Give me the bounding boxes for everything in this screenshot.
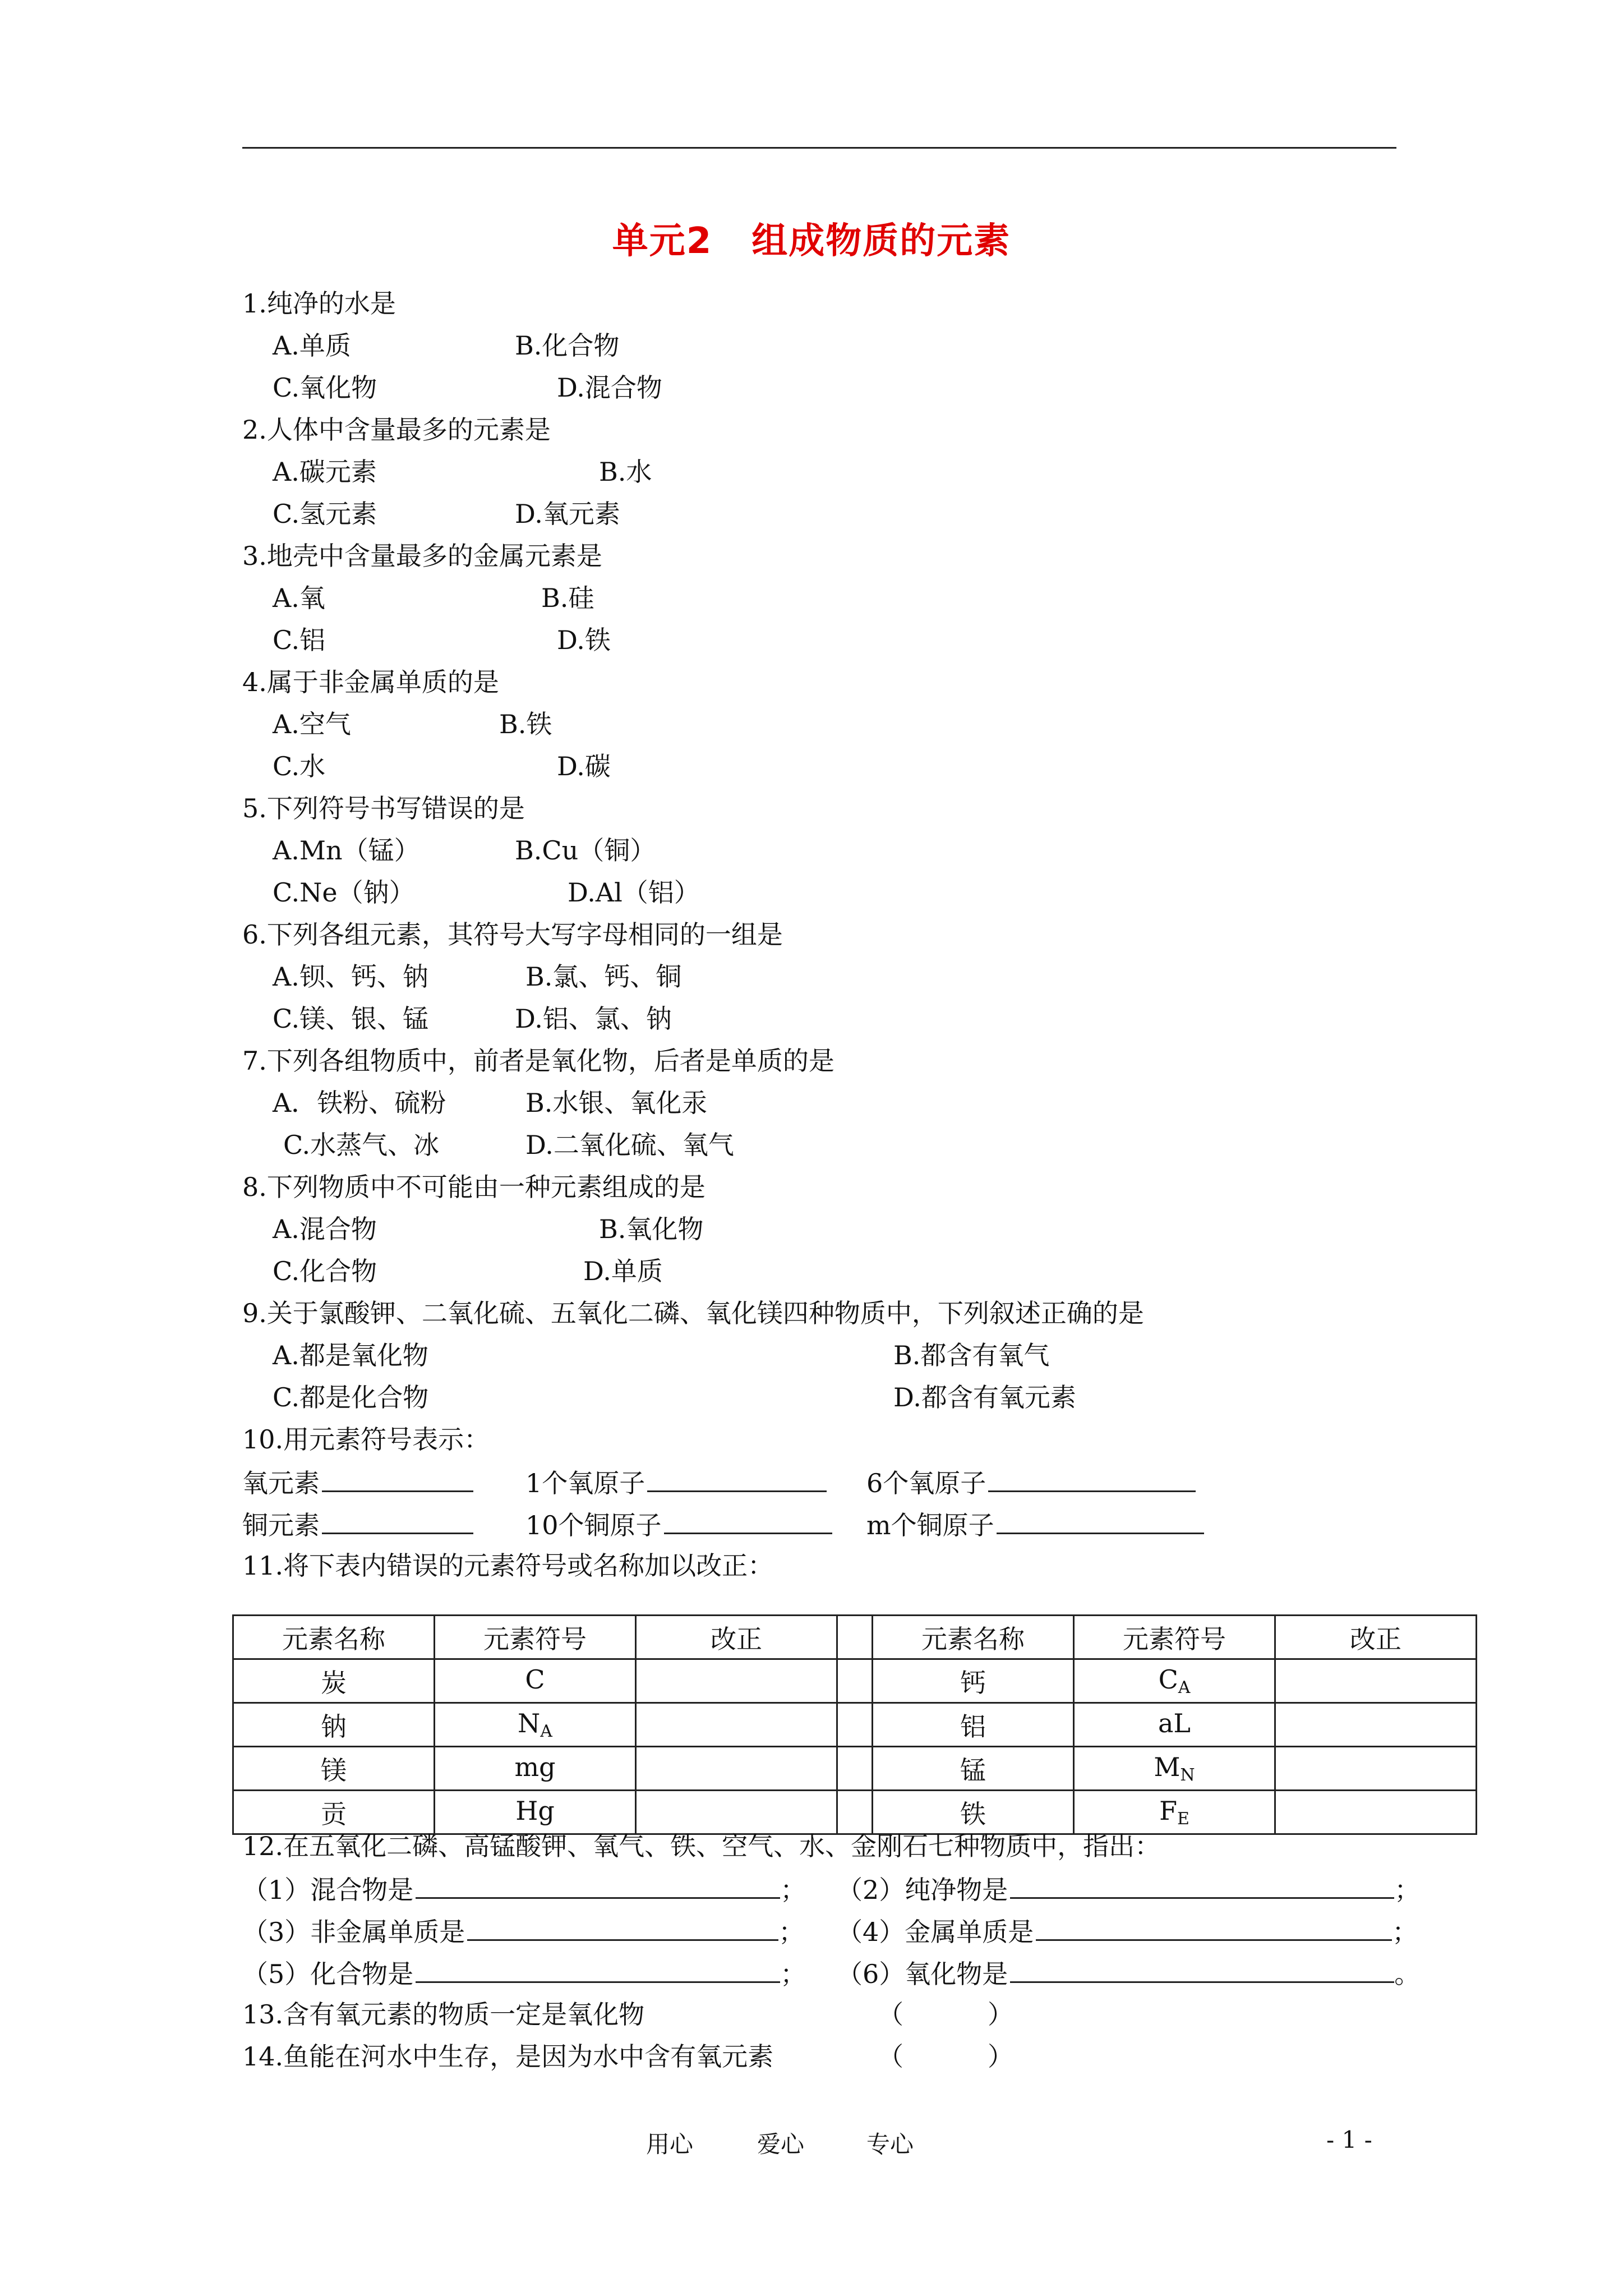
element-symbol-cell: $M_N$ — [1074, 1747, 1275, 1791]
q8-option-b: B.氧化物 — [599, 1214, 704, 1244]
answer-blank[interactable] — [1010, 1872, 1394, 1899]
header-rule — [242, 147, 1396, 149]
q10-blank-oxygen-element: 氧元素 — [242, 1466, 473, 1499]
page-number: - 1 - — [1326, 2126, 1372, 2154]
question-5-stem: 5.下列符号书写错误的是 — [242, 793, 525, 823]
element-name-cell: 钠 — [233, 1703, 435, 1747]
correction-cell[interactable] — [636, 1791, 837, 1834]
answer-blank[interactable] — [416, 1957, 780, 1983]
table-spacer-cell — [837, 1616, 873, 1659]
element-symbol-cell: C — [435, 1659, 636, 1703]
page-title — [0, 212, 1623, 264]
q4-option-b: B.铁 — [499, 709, 552, 739]
q3-option-d: D.铁 — [557, 625, 611, 655]
question-10-stem: 10.用元素符号表示： — [242, 1424, 490, 1455]
table-spacer-cell — [837, 1659, 873, 1703]
q6-option-a: A.钡、钙、钠 — [273, 961, 428, 992]
table-spacer-cell — [837, 1703, 873, 1747]
q4-option-a: A.空气 — [273, 709, 351, 739]
question-4-stem: 4.属于非金属单质的是 — [242, 667, 499, 697]
q1-option-d: D.混合物 — [557, 372, 662, 403]
question-7-stem: 7.下列各组物质中，前者是氧化物，后者是单质的是 — [242, 1046, 834, 1076]
question-11-stem: 11.将下表内错误的元素符号或名称加以改正： — [242, 1550, 774, 1581]
table-spacer-cell — [837, 1791, 873, 1834]
q10-blank-one-oxygen-atom: 1个氧原子 — [525, 1466, 827, 1499]
correction-cell[interactable] — [636, 1747, 837, 1791]
q4-option-d: D.碳 — [557, 751, 611, 781]
table-row — [233, 1703, 1477, 1747]
table-row — [233, 1791, 1477, 1834]
answer-blank[interactable] — [322, 1466, 473, 1492]
q1-option-b: B.化合物 — [515, 330, 620, 361]
title-topic: 组成物质的元素 — [751, 220, 1011, 262]
q2-option-d: D.氧元素 — [515, 499, 620, 529]
answer-blank[interactable] — [664, 1508, 832, 1534]
q7-option-a: A．铁粉、硫粉 — [273, 1088, 446, 1118]
q7-option-d: D.二氧化硫、氧气 — [525, 1130, 734, 1160]
answer-blank[interactable] — [997, 1508, 1204, 1534]
element-name-cell: 钙 — [873, 1659, 1074, 1703]
element-name-cell: 贡 — [233, 1791, 435, 1834]
q3-option-a: A.氧 — [273, 583, 325, 613]
q3-option-b: B.硅 — [541, 583, 594, 613]
q5-option-a: A.Mn（锰） — [273, 835, 420, 866]
element-name-cell: 铝 — [873, 1703, 1074, 1747]
question-2-stem: 2.人体中含量最多的元素是 — [242, 415, 551, 445]
q12-item-5: （5）化合物是 ； — [242, 1957, 806, 1990]
table-header-cell: 元素符号 — [435, 1616, 636, 1659]
q2-option-b: B.水 — [599, 457, 652, 487]
q1-option-a: A.单质 — [273, 330, 351, 361]
element-symbol-cell: $C_A$ — [1074, 1659, 1275, 1703]
table-header-cell: 改正 — [636, 1616, 837, 1659]
element-name-cell: 镁 — [233, 1747, 435, 1791]
question-14-stem: 14.鱼能在河水中生存，是因为水中含有氧元素 — [242, 2041, 774, 2072]
table-header-row — [233, 1616, 1477, 1659]
element-symbol-cell: $N_A$ — [435, 1703, 636, 1747]
answer-blank[interactable] — [416, 1872, 780, 1899]
q14-answer-parens[interactable]: （ ） — [878, 2041, 1013, 2072]
correction-cell[interactable] — [1275, 1659, 1477, 1703]
element-symbol-cell: Hg — [435, 1791, 636, 1834]
q4-option-c: C.水 — [273, 751, 326, 781]
q8-option-d: D.单质 — [583, 1256, 663, 1286]
q7-option-c: C.水蒸气、冰 — [283, 1130, 440, 1160]
footer-motto-2: 爱心 — [757, 2131, 805, 2158]
element-name-cell: 铁 — [873, 1791, 1074, 1834]
question-3-stem: 3.地壳中含量最多的金属元素是 — [242, 541, 602, 571]
q6-option-c: C.镁、银、锰 — [273, 1004, 429, 1034]
q10-blank-ten-copper-atoms: 10个铜原子 — [525, 1508, 832, 1541]
question-8-stem: 8.下列物质中不可能由一种元素组成的是 — [242, 1172, 706, 1202]
title-unit: 单元2 — [612, 220, 713, 262]
q9-option-c: C.都是化合物 — [273, 1382, 429, 1412]
q8-option-c: C.化合物 — [273, 1256, 377, 1286]
q12-item-3: （3）非金属单质是 ； — [242, 1915, 804, 1948]
correction-cell[interactable] — [636, 1659, 837, 1703]
q7-option-b: B.水银、氧化汞 — [525, 1088, 708, 1118]
element-symbol-cell: mg — [435, 1747, 636, 1791]
correction-cell[interactable] — [636, 1703, 837, 1747]
footer-motto-1: 用心 — [646, 2131, 694, 2158]
answer-blank[interactable] — [467, 1915, 778, 1941]
q5-option-d: D.Al（铝） — [568, 877, 700, 908]
element-correction-table — [232, 1614, 1477, 1835]
q8-option-a: A.混合物 — [273, 1214, 377, 1244]
question-6-stem: 6.下列各组元素，其符号大写字母相同的一组是 — [242, 919, 783, 950]
question-9-stem: 9.关于氯酸钾、二氧化硫、五氧化二磷、氧化镁四种物质中，下列叙述正确的是 — [242, 1298, 1144, 1328]
table-header-cell: 元素符号 — [1074, 1616, 1275, 1659]
correction-cell[interactable] — [1275, 1791, 1477, 1834]
q2-option-c: C.氢元素 — [273, 499, 377, 529]
q12-item-1: （1）混合物是 ； — [242, 1872, 806, 1906]
table-header-cell: 元素名称 — [873, 1616, 1074, 1659]
question-13-stem: 13.含有氧元素的物质一定是氧化物 — [242, 1999, 645, 2030]
q5-option-c: C.Ne（钠） — [273, 877, 415, 908]
answer-blank[interactable] — [1036, 1915, 1392, 1941]
table-header-cell: 改正 — [1275, 1616, 1477, 1659]
q9-option-a: A.都是氧化物 — [273, 1340, 428, 1370]
q9-option-b: B.都含有氧气 — [893, 1340, 1050, 1370]
element-name-cell: 炭 — [233, 1659, 435, 1703]
table-row — [233, 1747, 1477, 1791]
q13-answer-parens[interactable]: （ ） — [878, 1999, 1013, 2030]
element-symbol-cell: $F_E$ — [1074, 1791, 1275, 1834]
table-row — [233, 1659, 1477, 1703]
answer-blank[interactable] — [1010, 1957, 1394, 1983]
q10-blank-six-oxygen-atoms: 6个氧原子 — [866, 1466, 1196, 1499]
element-symbol-cell: aL — [1074, 1703, 1275, 1747]
q6-option-d: D.铝、氯、钠 — [515, 1004, 672, 1034]
q1-option-c: C.氧化物 — [273, 372, 377, 403]
question-12-stem: 12.在五氧化二磷、高锰酸钾、氧气、铁、空气、水、金刚石七种物质中，指出： — [242, 1831, 1161, 1861]
answer-blank[interactable] — [322, 1508, 473, 1534]
table-header-cell: 元素名称 — [233, 1616, 435, 1659]
q12-item-6: （6）氧化物是 。 — [837, 1957, 1420, 1990]
q10-blank-m-copper-atoms: m个铜原子 — [866, 1508, 1204, 1541]
correction-cell[interactable] — [1275, 1747, 1477, 1791]
answer-blank[interactable] — [647, 1466, 827, 1492]
q6-option-b: B.氯、钙、铜 — [525, 961, 682, 992]
q2-option-a: A.碳元素 — [273, 457, 377, 487]
element-name-cell: 锰 — [873, 1747, 1074, 1791]
correction-cell[interactable] — [1275, 1703, 1477, 1747]
footer-motto-3: 专心 — [866, 2131, 914, 2158]
question-1-stem: 1.纯净的水是 — [242, 288, 396, 319]
q9-option-d: D.都含有氧元素 — [893, 1382, 1076, 1412]
answer-blank[interactable] — [988, 1466, 1196, 1492]
q3-option-c: C.铝 — [273, 625, 326, 655]
q10-blank-copper-element: 铜元素 — [242, 1508, 473, 1541]
q12-item-2: （2）纯净物是 ； — [837, 1872, 1420, 1906]
table-spacer-cell — [837, 1747, 873, 1791]
q12-item-4: （4）金属单质是 ； — [837, 1915, 1418, 1948]
q5-option-b: B.Cu（铜） — [515, 835, 656, 866]
